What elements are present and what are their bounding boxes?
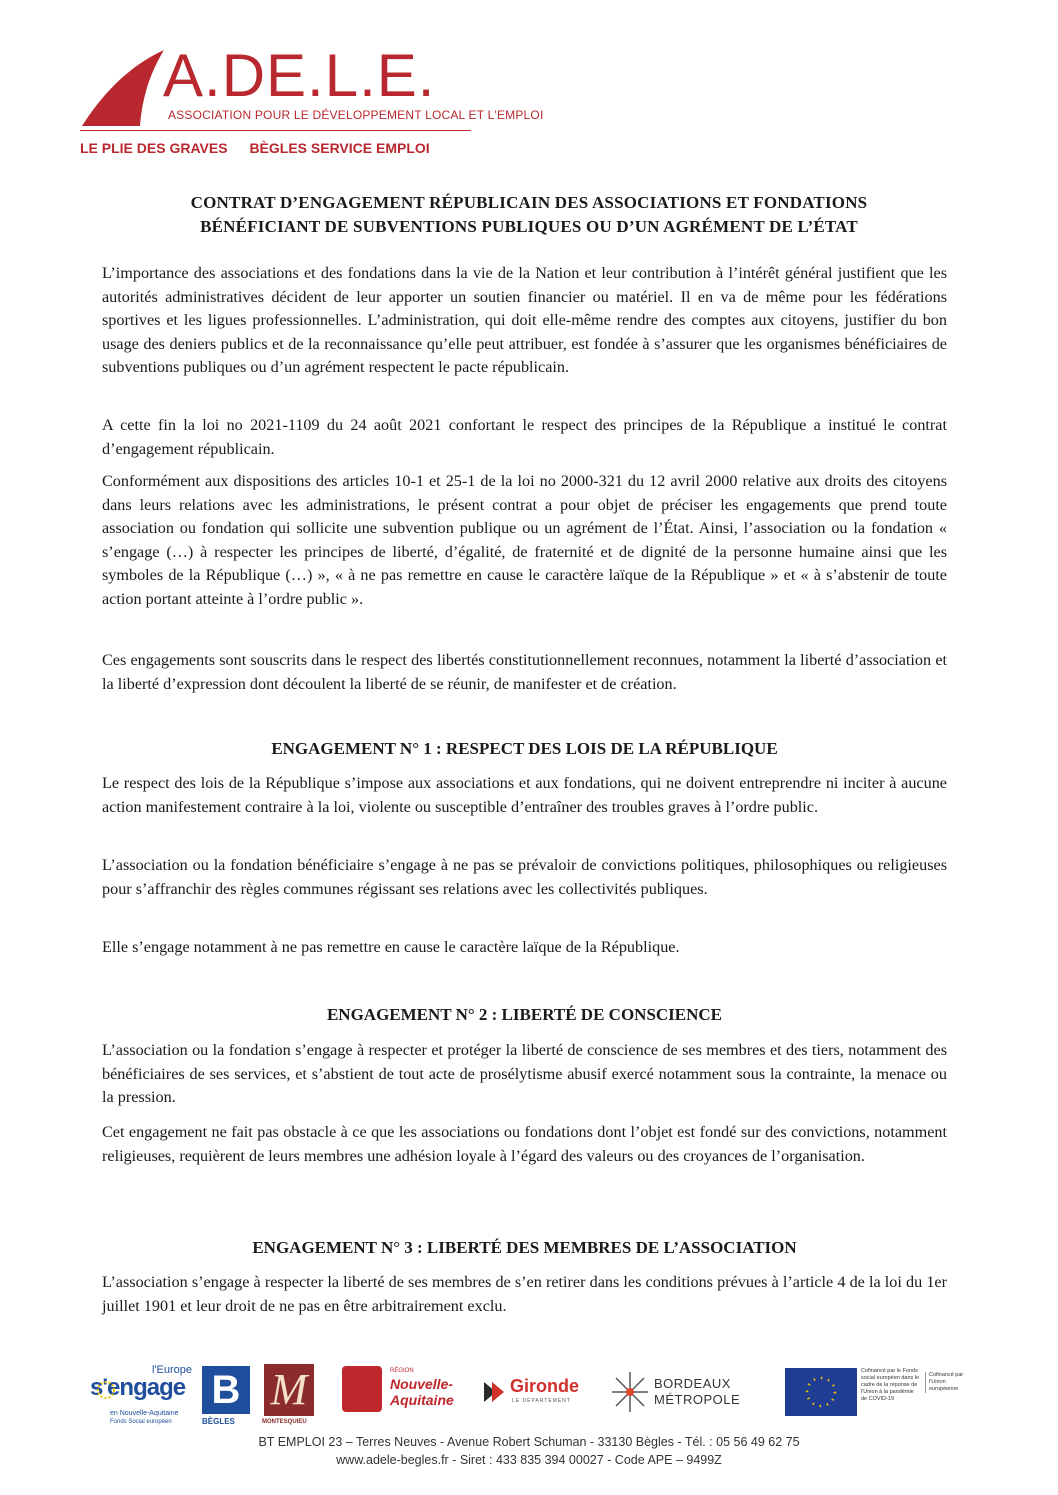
logo-divider: [80, 130, 471, 131]
title-line-2: BÉNÉFICIANT DE SUBVENTIONS PUBLIQUES OU D’UN AGRÉMENT DE L’ÉTAT: [200, 217, 858, 236]
engagement-1-heading: ENGAGEMENT N° 1 : RESPECT DES LOIS DE LA RÉPUBLIQUE: [271, 739, 778, 758]
document-title: [100, 191, 958, 239]
logo-subtitle: ASSOCIATION POUR LE DÉVELOPPEMENT LOCAL ET L'EMPLOI: [168, 108, 544, 122]
eu-cofinance-text-2: Cofinancé par l'Union européenne: [925, 1372, 971, 1393]
brand-begles-service: BÈGLES SERVICE EMPLOI: [249, 140, 430, 156]
engagement-1-paragraph-1: Le respect des lois de la République s’impose aux associations et aux fondations, qui ne doivent entreprendre ni inciter à aucune action manifestement contraire à la loi, violente ou susceptible d’entraîner des troubles graves à l’ordre public.: [102, 774, 947, 816]
bordeaux-label: [654, 1376, 740, 1408]
engagement-1-paragraph-3: Elle s’engage notamment à ne pas remettre en cause le caractère laïque de la République.: [102, 938, 680, 956]
region-name: [390, 1376, 454, 1408]
eu-cofinance-text: Cofinancé par le Fonds social européen dans le cadre de la réponse de l'Union à la pandémie de COVID-19: [861, 1368, 920, 1402]
nouvelle-aquitaine-logo: [342, 1362, 462, 1432]
engagement-2-heading: ENGAGEMENT N° 2 : LIBERTÉ DE CONSCIENCE: [326, 1005, 723, 1024]
gironde-sub: LE DÉPARTEMENT: [512, 1398, 571, 1404]
gironde-arrow-icon: [482, 1380, 506, 1404]
europe-logo-main: s'engage: [90, 1374, 186, 1401]
bordeaux-line1: BORDEAUX: [654, 1376, 731, 1391]
montesquieu-logo: [262, 1362, 317, 1432]
eu-flag-icon: [785, 1368, 857, 1416]
intro-paragraph-1: L’importance des associations et des fondations dans la vie de la Nation et leur contribution à l’intérêt général justifient que les autorités administratives décident de leur apporter un soutien financier ou matériel. Il en va de même pour les fédérations sportives et les ligues professionnelles. L’administration, qui doit elle-même rendre des comptes aux citoyens, justifier du bon usage des deniers publics et de la reconnaissance qu’elle peut attribuer, est fondée à s’assurer que les organismes bénéficiaires de subventions publiques ou d’un agrément respectent le pacte républicain.: [102, 264, 947, 376]
logo-title: A.DE.L.E.: [163, 42, 436, 109]
engagement-3-paragraph-1: L’association s’engage à respecter la liberté de ses membres de s’en retirer dans les conditions prévues à l’article 4 de la loi du 1er juillet 1901 et leur droit de ne pas en être arbitrairement exclu.: [102, 1273, 947, 1315]
europe-sengage-logo: [90, 1362, 195, 1432]
region-small-label: RÉGION: [390, 1368, 414, 1374]
intro-paragraph-4: Ces engagements sont souscrits dans le respect des libertés constitutionnellement reconnues, notamment la liberté d’association et la liberté d’expression dont découlent la liberté de se réunir, de manifester et de création.: [102, 651, 947, 693]
gironde-logo: [482, 1362, 597, 1432]
engagement-2-paragraph-2: Cet engagement ne fait pas obstacle à ce que les associations ou fondations dont l’objet est fondé sur des convictions, notamment religieuses, requièrent de leurs membres une adhésion loyale à l’égard des valeurs ou des croyances de l’organisation.: [102, 1123, 947, 1165]
brand-line: [80, 140, 430, 156]
eu-stars-icon: [96, 1380, 116, 1400]
region-shield-icon: [342, 1366, 382, 1412]
engagement-3-heading: ENGAGEMENT N° 3 : LIBERTÉ DES MEMBRES DE L’ASSOCIATION: [252, 1238, 797, 1257]
region-name-line1: Nouvelle-: [390, 1376, 454, 1392]
sail-logo-icon: [80, 48, 165, 128]
europe-logo-fund: Fonds Social européen: [110, 1419, 172, 1425]
intro-paragraph-2: A cette fin la loi no 2021-1109 du 24 août 2021 confortant le respect des principes de la République a institué le contrat d’engagement républicain.: [102, 416, 947, 458]
region-name-line2: Aquitaine: [390, 1392, 454, 1408]
bordeaux-line2: MÉTROPOLE: [654, 1392, 741, 1407]
montesquieu-label: MONTESQUIEU: [262, 1419, 307, 1425]
footer-address: BT EMPLOI 23 – Terres Neuves - Avenue Robert Schuman - 33130 Bègles - Tél. : 05 56 49 62 75: [258, 1435, 800, 1449]
intro-paragraph-3: Conformément aux dispositions des articles 10-1 et 25-1 de la loi no 2000-321 du 12 avril 2000 relative aux droits des citoyens dans leurs relations avec les administrations, le présent contrat a pour objet de préciser les engagements que prend toute association ou fondation qui sollicite une subvention publique ou un agrément de l’État. Ainsi, l’association ou la fondation « s’engage (…) à respecter les principes de liberté, d’égalité, de fraternité et de dignité de la personne humaine ainsi que les symboles de la République (…) », « à ne pas remettre en cause le caractère laïque de la République » et « à s’abstenir de toute action portant atteinte à l’ordre public ».: [102, 472, 947, 608]
gironde-label: Gironde: [510, 1376, 580, 1396]
bordeaux-star-icon: [610, 1370, 650, 1414]
engagement-2-paragraph-1: L’association ou la fondation s’engage à respecter et protéger la liberté de conscience de ses membres et des tiers, notamment des bénéficiaires de ses services, et s’abstient de tout acte de prosélytisme abusif exercé notamment sous la contrainte, la menace ou la pression.: [102, 1041, 947, 1106]
letterhead: [80, 40, 544, 170]
begles-logo: [200, 1362, 255, 1432]
eu-cofinance-logo: [785, 1362, 970, 1432]
footer-web-siret: www.adele-begles.fr - Siret : 433 835 394 00027 - Code APE – 9499Z: [336, 1453, 722, 1467]
title-line-1: CONTRAT D’ENGAGEMENT RÉPUBLICAIN DES ASSOCIATIONS ET FONDATIONS: [190, 193, 868, 212]
partner-logos: [90, 1362, 970, 1432]
begles-b-icon: B: [202, 1366, 250, 1414]
brand-plie: LE PLIE DES GRAVES: [80, 140, 228, 156]
engagement-1-paragraph-2: L’association ou la fondation bénéficiaire s’engage à ne pas se prévaloir de convictions politiques, philosophiques ou religieuses pour s’affranchir des règles communes régissant ses relations avec les collectivités publiques.: [102, 856, 947, 898]
eu-flag-stars-icon: [785, 1368, 857, 1416]
europe-logo-sub: en Nouvelle-Aquitaine: [110, 1410, 179, 1417]
begles-label: BÈGLES: [202, 1417, 235, 1426]
montesquieu-m-icon: M: [264, 1364, 314, 1416]
bordeaux-metropole-logo: [610, 1362, 750, 1432]
europe-logo-top: l'Europe: [152, 1364, 193, 1376]
